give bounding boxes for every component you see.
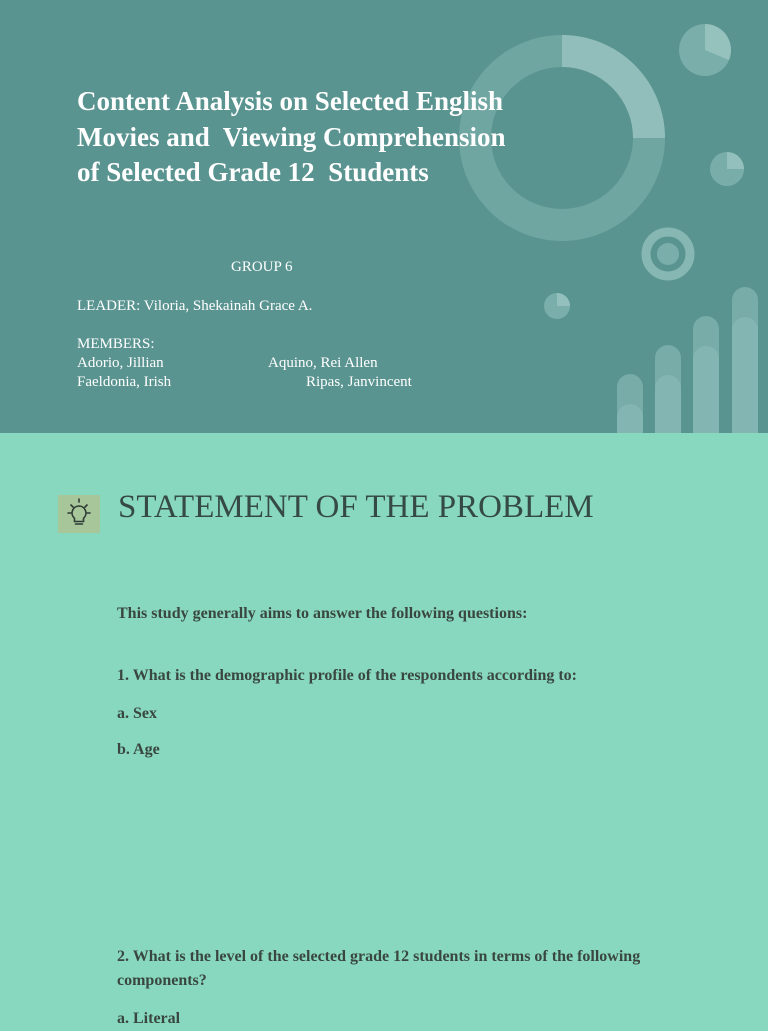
question-1a: a. Sex (117, 705, 157, 722)
intro-text: This study generally aims to answer the following questions: (117, 605, 528, 622)
members-label: MEMBERS: (77, 336, 155, 352)
question-1: 1. What is the demographic profile of the respondents according to: (117, 667, 577, 684)
question-2a: a. Literal (117, 1010, 181, 1027)
question-2: 2. What is the level of the selected grade 12 students in terms of the following components? (117, 948, 641, 989)
member-name: Ripas, Janvincent (306, 374, 412, 390)
slide-heading: STATEMENT OF THE PROBLEM (118, 489, 594, 525)
question-1b: b. Age (117, 741, 160, 758)
title-slide (0, 0, 768, 433)
group-label: GROUP 6 (231, 259, 293, 275)
ring-center (657, 243, 679, 265)
member-name: Adorio, Jillian (77, 355, 164, 371)
lightbulb-icon (58, 495, 100, 533)
title-line: Content Analysis on Selected English (77, 86, 504, 116)
pie-small-2-slice (727, 152, 744, 169)
pie-tiny-slice (557, 293, 570, 306)
member-name: Faeldonia, Irish (77, 374, 172, 390)
problem-statement-slide (0, 433, 768, 1027)
leader-line: LEADER: Viloria, Shekainah Grace A. (77, 298, 313, 314)
presentation-title (77, 84, 637, 191)
title-line: Movies and Viewing Comprehension (77, 121, 506, 152)
title-line: of Selected Grade 12 Students (77, 157, 429, 187)
member-name: Aquino, Rei Allen (268, 355, 378, 371)
